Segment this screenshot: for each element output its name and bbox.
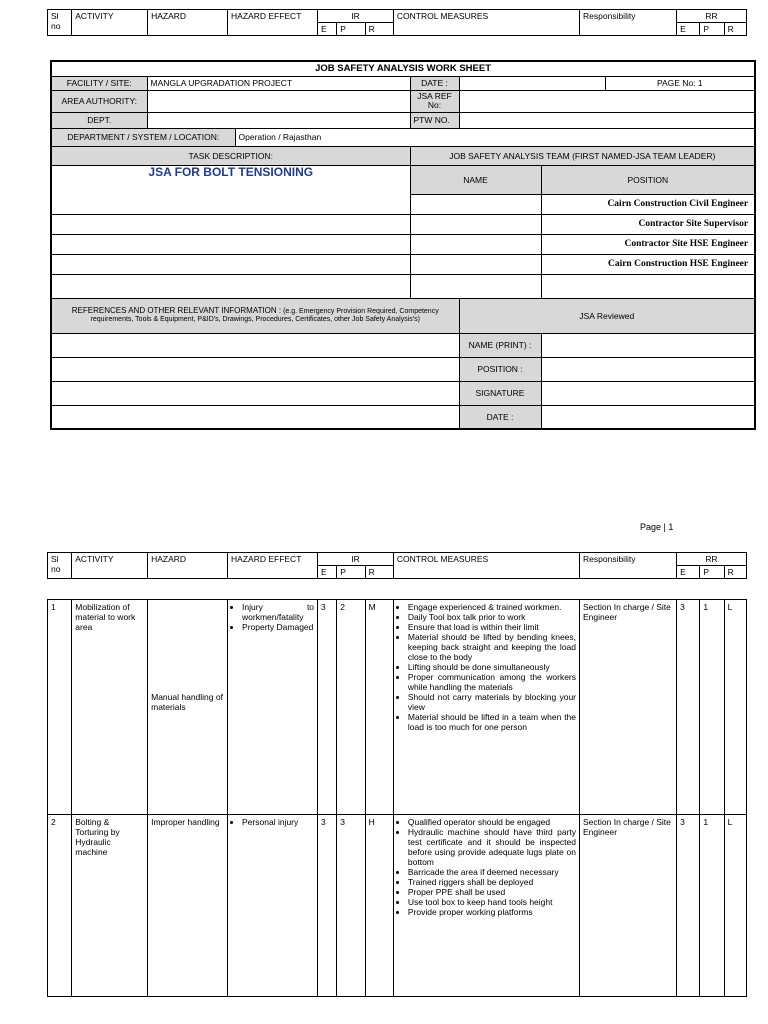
area-authority-label: AREA AUTHORITY: [51,90,147,112]
team-position-2: Contractor Site Supervisor [541,214,755,234]
col-ir-r: R [365,23,393,36]
row-sl: 1 [48,600,72,815]
team-position-1: Cairn Construction Civil Engineer [541,194,755,214]
list-item: • Property Damaged [242,622,314,632]
row-rr-e: 3 [677,600,700,815]
review-position-value[interactable] [541,357,755,381]
team-name-header: NAME [410,165,541,194]
list-item: • Engage experienced & trained workmen. [408,602,576,612]
col-rr: RR [677,10,747,23]
task-title: JSA FOR BOLT TENSIONING [51,165,410,214]
row-hazard [148,600,228,815]
task-line-4[interactable] [51,254,410,274]
row-ir-p: 2 [337,600,365,815]
col-rr-p: P [700,23,724,36]
row-ir-r: H [365,815,393,997]
reference-line-3[interactable] [51,381,459,405]
list-item: • Personal injury [242,817,314,827]
dept-system-label: DEPARTMENT / SYSTEM / LOCATION: [51,128,235,146]
list-item: • Injury to workmen/fatality [242,602,314,622]
review-name-label: NAME (PRINT) : [459,333,541,357]
review-signature-value[interactable] [541,381,755,405]
date-label: DATE : [410,76,459,90]
team-name-3[interactable] [410,234,541,254]
team-position-4: Cairn Construction HSE Engineer [541,254,755,274]
list-item: • Material should be lifted by bending knees, keeping back straight and keeping the load close to the body [408,632,576,662]
row-control-measures [393,815,579,997]
row-rr-r: L [724,815,746,997]
col-rr-r: R [724,23,746,36]
jsa-title: JOB SAFETY ANALYSIS WORK SHEET [51,61,755,76]
page-footer: Page | 1 [640,522,674,532]
list-item: • Ensure that load is within their limit [408,622,576,632]
list-item: • Daily Tool box talk prior to work [408,612,576,622]
col-hazard-effect: HAZARD EFFECT [228,553,318,579]
header-strip-top [47,9,747,36]
page-number: PAGE No: 1 [605,76,755,90]
jsa-ref-label: JSA REF No: [410,90,459,112]
col-ir-e: E [318,23,337,36]
list-item: • Proper PPE shall be used [408,887,576,897]
row-ir-e: 3 [318,600,337,815]
team-position-3: Contractor Site HSE Engineer [541,234,755,254]
col-rr-e: E [677,23,700,36]
review-date-label: DATE : [459,405,541,429]
review-signature-label: SIGNATURE [459,381,541,405]
col-activity: ACTIVITY [72,553,148,579]
review-position-label: POSITION : [459,357,541,381]
col-activity: ACTIVITY [72,10,148,36]
list-item: • Qualified operator should be engaged [408,817,576,827]
team-name-1[interactable] [410,194,541,214]
row-sl: 2 [48,815,72,997]
list-item: • Barricade the area if deemed necessary [408,867,576,877]
task-line-2[interactable] [51,214,410,234]
ptw-label: PTW NO. [410,112,459,128]
row-responsibility: Section In charge / Site Engineer [580,815,677,997]
col-responsibility: Responsibility [580,553,677,579]
dept-value[interactable] [147,112,410,128]
table-row [48,600,747,815]
col-ir-e: E [318,566,337,579]
references-title: REFERENCES AND OTHER RELEVANT INFORMATION : [71,306,282,315]
col-ir: IR [318,10,394,23]
col-hazard: HAZARD [148,553,228,579]
task-description-label: TASK DESCRIPTION: [51,146,410,165]
header-strip-second [47,552,747,579]
col-rr-e: E [677,566,700,579]
col-rr-r: R [724,566,746,579]
list-item: • Material should be lifted in a team when the load is too much for one person [408,712,576,732]
facility-value: MANGLA UPGRADATION PROJECT [147,76,410,90]
dept-system-value: Operation / Rajasthan [235,128,755,146]
row-responsibility: Section In charge / Site Engineer [580,600,677,815]
col-ir-r: R [365,566,393,579]
row-rr-p: 1 [700,815,724,997]
col-hazard-effect: HAZARD EFFECT [228,10,318,36]
ptw-value[interactable] [459,112,755,128]
col-rr-p: P [700,566,724,579]
col-ir-p: P [337,566,365,579]
review-name-value[interactable] [541,333,755,357]
col-control-measures: CONTROL MEASURES [393,10,579,36]
row-ir-e: 3 [318,815,337,997]
col-rr: RR [677,553,747,566]
list-item: • Lifting should be done simultaneously [408,662,576,672]
row-rr-p: 1 [700,600,724,815]
row-rr-e: 3 [677,815,700,997]
row-hazard-text: Manual handling of materials [151,692,223,712]
task-line-5[interactable] [51,274,410,298]
list-item: • Hydraulic machine should have third party test certificate and it should be inspected before using provide adequate lugs plate on bottom [408,827,576,867]
team-name-5[interactable] [410,274,541,298]
jsa-team-label: JOB SAFETY ANALYSIS TEAM (FIRST NAMED-JSA TEAM LEADER) [410,146,755,165]
col-ir: IR [318,553,394,566]
review-date-value[interactable] [541,405,755,429]
reference-line-1[interactable] [51,333,459,357]
task-line-3[interactable] [51,234,410,254]
team-position-5[interactable] [541,274,755,298]
area-authority-value[interactable] [147,90,410,112]
references-label [51,298,459,333]
reference-line-2[interactable] [51,357,459,381]
col-sl-no: Sl no [48,553,72,579]
row-activity: Mobilization of material to work area [72,600,148,815]
hazard-table [47,599,747,997]
col-responsibility: Responsibility [580,10,677,36]
dept-label: DEPT. [51,112,147,128]
jsa-worksheet [50,60,756,430]
jsa-reviewed-label: JSA Reviewed [459,298,755,333]
row-control-measures [393,600,579,815]
list-item: • Use tool box to keep hand tools height [408,897,576,907]
row-rr-r: L [724,600,746,815]
row-hazard-effect [228,600,318,815]
row-ir-r: M [365,600,393,815]
date-value[interactable] [459,76,605,90]
reference-line-4[interactable] [51,405,459,429]
table-row [48,815,747,997]
list-item: • Trained riggers shall be deployed [408,877,576,887]
team-name-4[interactable] [410,254,541,274]
col-hazard: HAZARD [148,10,228,36]
list-item: • Provide proper working platforms [408,907,576,917]
jsa-ref-value[interactable] [459,90,755,112]
col-sl-no: Sl no [48,10,72,36]
list-item: • Should not carry materials by blocking your view [408,692,576,712]
facility-label: FACILITY / SITE: [51,76,147,90]
references-detail: (e.g. Emergency Provision Required, Competency requirements, Tools & Equipment, P&ID's, Drawings, Procedures, Certificates, other Job Safety Analysis's) [90,308,439,323]
team-name-2[interactable] [410,214,541,234]
row-activity: Bolting & Torturing by Hydraulic machine [72,815,148,997]
col-ir-p: P [337,23,365,36]
row-hazard: Improper handling [148,815,228,997]
col-control-measures: CONTROL MEASURES [393,553,579,579]
row-hazard-effect [228,815,318,997]
team-position-header: POSITION [541,165,755,194]
row-ir-p: 3 [337,815,365,997]
list-item: • Proper communication among the workers while handling the materials [408,672,576,692]
